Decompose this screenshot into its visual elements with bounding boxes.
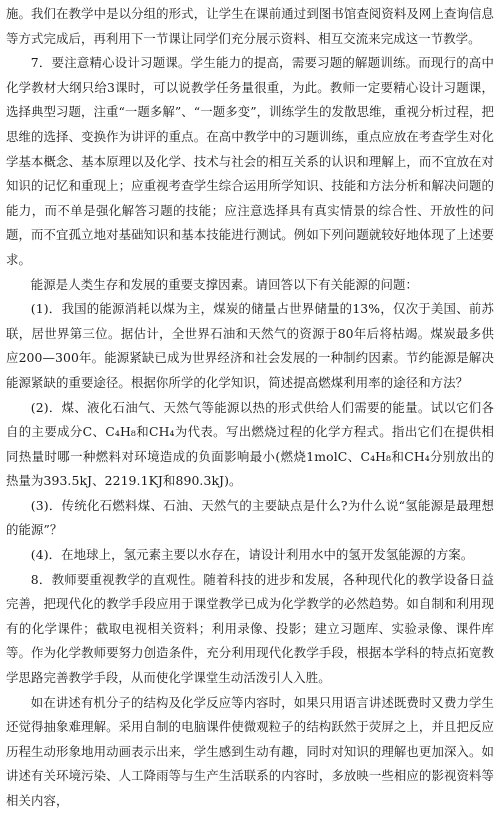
paragraph-item-7: 7．要注意精心设计习题课。学生能力的提高，需要习题的解题训练。而现行的高中化学教材大纲只给3课时，可以说教学任务量很重，为此。教师一定要精心设计习题课，选择典型习题，注重“一题多解”、“一题多变”，训练学生的发散思维，重视分析过程，把思维的选择、变换作为讲评的重点。在高中教学中的习题训练，重点应放在考查学生对化学基本概念、基本原理以及化学、技术与社会的相互关系的认识和理解上，而不宜放在对知识的记忆和重现上；应重视考查学生综合运用所学知识、技能和方法分析和解决问题的能力，而不单是强化解答习题的技能；应注意选择具有真实情景的综合性、开放性的问题，而不宜孤立地对基础知识和基本技能进行测试。例如下列问题就较好地体现了上述要求。 xyxy=(6,55,494,267)
paragraph-question-2: (2)．煤、液化石油气、天然气等能源以热的形式供给人们需要的能量。试以它们各自的主要成分C、C₄H₈和CH₄为代表。写出燃烧过程的化学方程式。指出它们在提供相同热量时哪一种燃料对环境造成的负面影响最小(燃烧1molC、C₄H₈和CH₄分别放出的热量为393.5kJ、2219.1KJ和890.3kJ)。 xyxy=(6,399,494,489)
paragraph-continued: 施。我们在教学中是以分组的形式，让学生在课前通过到图书馆查阅资料及网上查询信息等方式完成后，再利用下一节课让同学们充分展示资料、相互交流来完成这一节教学。 xyxy=(6,6,494,46)
paragraph-energy-intro: 能源是人类生存和发展的重要支撑因素。请回答以下有关能源的问题： xyxy=(30,276,419,292)
paragraph-last: 如在讲述有机分子的结构及化学反应等内容时，如果只用语言讲述既费时又费力学生还觉得抽象难理解。采用自制的电脑课件使微观粒子的结构跃然于荧屏之上，并且把反应历程生动形象地用动画表示出来，学生感到生动有趣，同时对知识的理解也更加深入。如讲述有关环境污染、人工降雨等与生产生活联系的内容时，多放映一些相应的影视资料等相关内容， xyxy=(6,694,494,808)
paragraph-question-3: (3)．传统化石燃料煤、石油、天然气的主要缺点是什么?为什么说“氢能源是最理想的能源”？ xyxy=(6,497,494,538)
paragraph-question-4: (4)．在地球上，氢元素主要以水存在，请设计利用水中的氢开发氢能源的方案。 xyxy=(30,547,474,563)
paragraph-question-1: (1)．我国的能源消耗以煤为主，煤炭的储量占世界储量的13%，仅次于美国、前苏联，居世界第三位。据估计，全世界石油和天然气的资源于80年后将枯竭。煤炭最多供应200—300年。能源紧缺已成为世界经济和社会发展的一种制约因素。节约能源是解决能源紧缺的重要途径。根据你所学的化学知识，简述提高燃煤利用率的途径和方法？ xyxy=(6,301,494,390)
paragraph-item-8: 8．教师要重视教学的直观性。随着科技的进步和发展，各种现代化的教学设备日益完善，把现代化的教学手段应用于课堂教学已成为化学教学的必然趋势。如自制和利用现有的化学课件；截取电视相关资料；利用录像、投影；建立习题库、实验录像、课件库等。作为化学教师要努力创造条件，充分利用现代化教学手段，根据本学科的特点拓宽教学思路完善教学手段，从而使化学课堂生动活泼引人入胜。 xyxy=(6,571,494,686)
